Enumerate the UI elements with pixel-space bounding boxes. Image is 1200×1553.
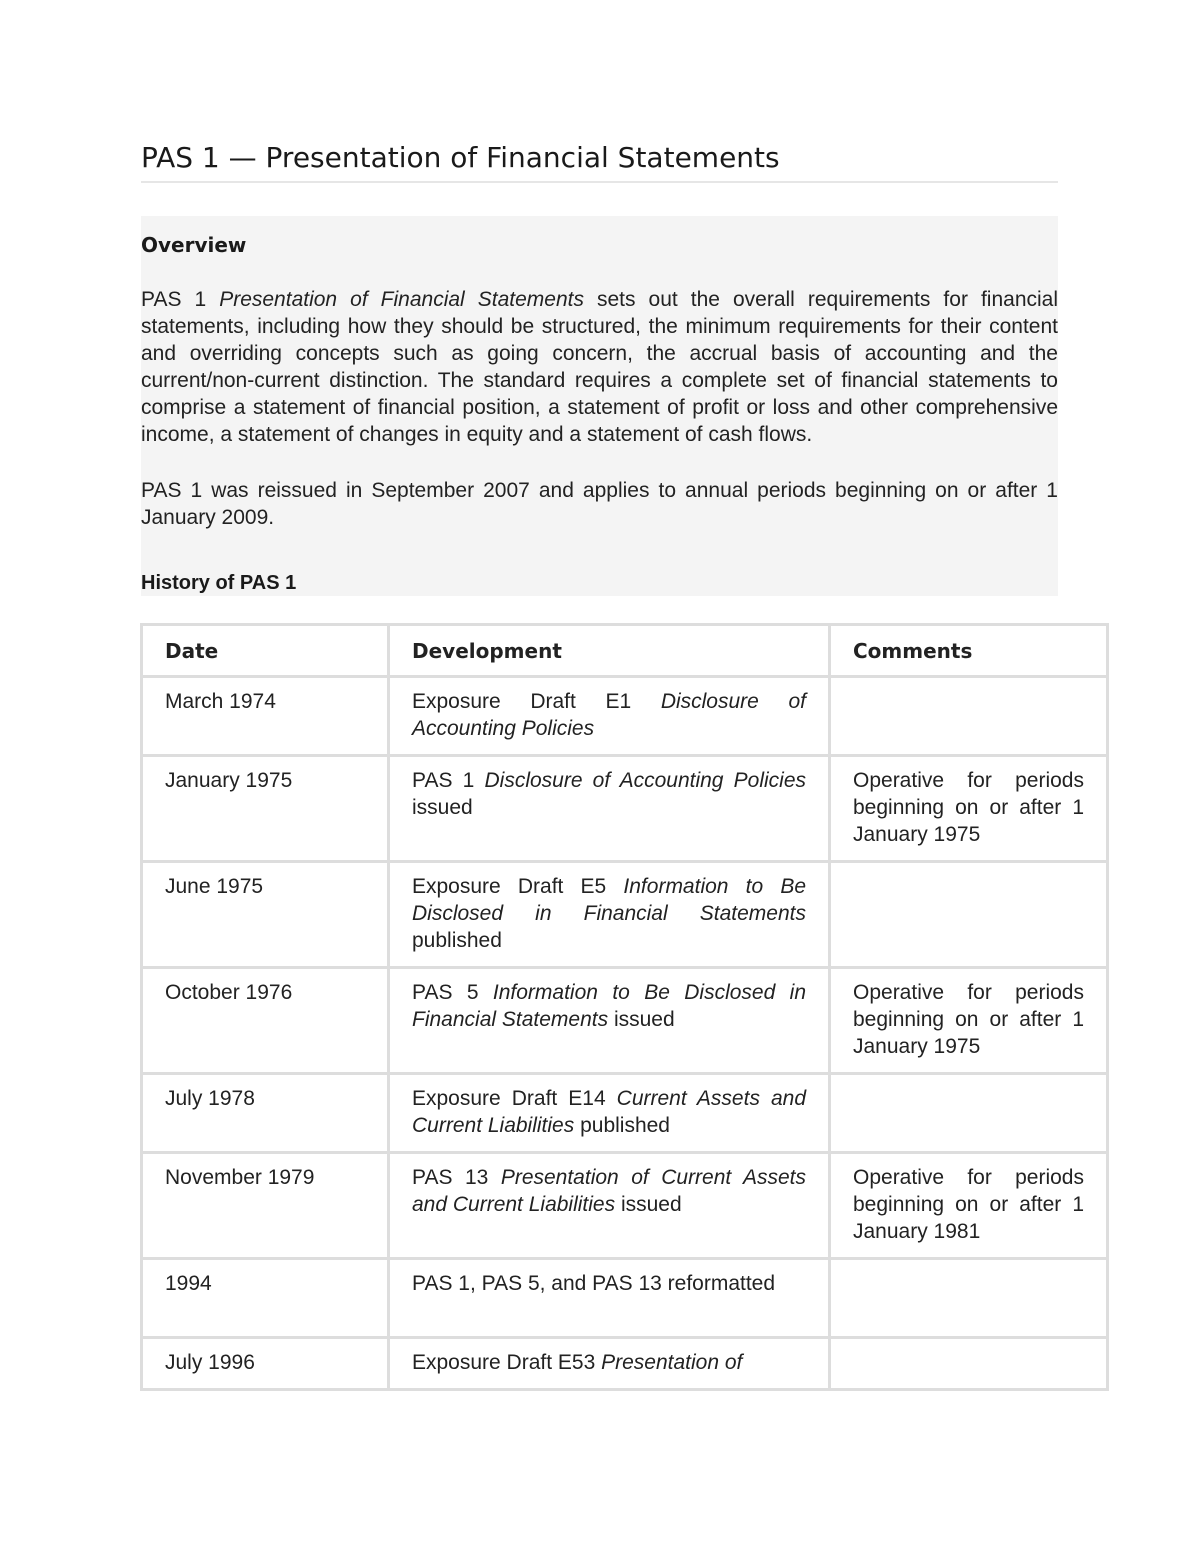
- overview-paragraph: [141, 286, 1058, 448]
- development-text: PAS 13: [412, 1166, 501, 1189]
- development-title-italic: Information to Be Disclosed in Financial Statements: [412, 981, 807, 1031]
- development-text: Exposure Draft E5: [412, 875, 624, 898]
- overview-section: [141, 216, 1058, 596]
- table-row: [142, 1074, 1108, 1153]
- cell-date: January 1975: [142, 756, 389, 862]
- development-text: PAS 1, PAS 5, and PAS 13 reformatted: [412, 1272, 776, 1295]
- overview-text-prefix: PAS 1: [141, 288, 220, 311]
- development-title-italic: Disclosure of Accounting Policies: [484, 769, 807, 792]
- development-text: PAS 1: [412, 769, 485, 792]
- history-heading: History of PAS 1: [141, 572, 297, 594]
- development-title-italic: Presentation of Current Assets and Current Liabilities: [412, 1166, 806, 1216]
- cell-development: [389, 1338, 830, 1390]
- table-row: [142, 862, 1108, 968]
- overview-text-italic: Presentation of Financial Statements: [219, 288, 584, 311]
- development-suffix: published: [574, 1114, 670, 1137]
- history-table-body: [142, 677, 1108, 1390]
- development-title-italic: Presentation of: [601, 1351, 743, 1374]
- cell-development: [389, 1259, 830, 1338]
- cell-comments: Operative for periods beginning on or after 1 January 1975: [830, 968, 1108, 1074]
- cell-development: [389, 862, 830, 968]
- table-row: [142, 677, 1108, 756]
- cell-comments: [830, 677, 1108, 756]
- table-header-row: [142, 625, 1108, 677]
- development-suffix: published: [412, 929, 502, 952]
- cell-date: July 1996: [142, 1338, 389, 1390]
- cell-date: October 1976: [142, 968, 389, 1074]
- cell-comments: Operative for periods beginning on or after 1 January 1981: [830, 1153, 1108, 1259]
- table-row: [142, 756, 1108, 862]
- overview-text-rest: sets out the overall requirements for financial statements, including how they should be structured, the minimum requirements for their content and overriding concepts such as going concern, the accrual basis of accounting and the current/non-current distinction. The standard requires a complete set of financial statements to comprise a statement of financial position, a statement of profit or loss and other comprehensive income, a statement of changes in equity and a statement of cash flows.: [141, 288, 1059, 446]
- cell-comments: Operative for periods beginning on or after 1 January 1975: [830, 756, 1108, 862]
- development-text: Exposure Draft E53: [412, 1351, 602, 1374]
- cell-development: [389, 1074, 830, 1153]
- cell-comments: [830, 1259, 1108, 1338]
- history-table: [140, 623, 1109, 1391]
- page-title: PAS 1 — Presentation of Financial Statements: [141, 138, 1058, 183]
- development-title-italic: Information to Be Disclosed in Financial Statements: [412, 875, 807, 925]
- cell-comments: [830, 862, 1108, 968]
- development-text: Exposure Draft E1: [412, 690, 661, 713]
- development-suffix: issued: [412, 796, 473, 819]
- cell-development: [389, 756, 830, 862]
- column-header-comments: Comments: [830, 625, 1108, 677]
- development-title-italic: Disclosure of Accounting Policies: [412, 690, 806, 740]
- development-text: PAS 5: [412, 981, 493, 1004]
- development-suffix: issued: [615, 1193, 682, 1216]
- overview-paragraph-reissue: PAS 1 was reissued in September 2007 and applies to annual periods beginning on or after 1 January 2009.: [141, 479, 1058, 529]
- cell-development: [389, 1153, 830, 1259]
- cell-date: November 1979: [142, 1153, 389, 1259]
- development-suffix: issued: [608, 1008, 675, 1031]
- overview-heading: Overview: [141, 233, 247, 257]
- column-header-date: Date: [142, 625, 389, 677]
- table-row: [142, 1153, 1108, 1259]
- cell-date: March 1974: [142, 677, 389, 756]
- cell-date: June 1975: [142, 862, 389, 968]
- cell-comments: [830, 1338, 1108, 1390]
- table-row: [142, 968, 1108, 1074]
- cell-development: [389, 677, 830, 756]
- cell-comments: [830, 1074, 1108, 1153]
- cell-date: 1994: [142, 1259, 389, 1338]
- table-row: [142, 1259, 1108, 1338]
- development-title-italic: Current Assets and Current Liabilities: [412, 1087, 806, 1137]
- cell-development: [389, 968, 830, 1074]
- column-header-development: Development: [389, 625, 830, 677]
- table-row: [142, 1338, 1108, 1390]
- development-text: Exposure Draft E14: [412, 1087, 617, 1110]
- cell-date: July 1978: [142, 1074, 389, 1153]
